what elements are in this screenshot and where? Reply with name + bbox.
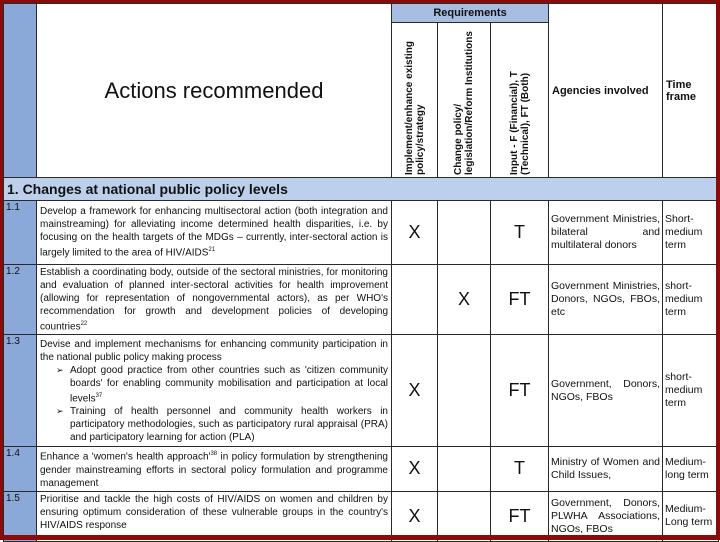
row-action: Devise and implement mechanisms for enhancing community participation in the national public policy making process ➢ Adopt good practice from other countries such as 'citizen community boards' for enabling community mobilisation and participation at local levels$^{37}$ ➢ Training of health personnel and community health workers in participatory methodologies, such as participatory rural appraisal (PRA) and participatory learning for action (PLA) — [37, 335, 392, 447]
row-agencies: Government Ministries, Donors, NGOs, FBOs, etc — [549, 265, 663, 335]
row-timeframe: Medium-Long term — [663, 491, 719, 541]
actions-table — [3, 3, 719, 542]
row-action: Develop a framework for enhancing multisectoral action (both integration and mainstreaming) for alleviating income determined health disparities, i.e. by focusing on the health targets of the MDGs – currently, inter-sectoral action is largely limited to the area of HIV/AIDS$^{21}$ — [37, 201, 392, 265]
table-row — [4, 335, 719, 447]
section-title: 1. Changes at national public policy levels — [4, 178, 719, 201]
row-agencies: Government, Donors, NGOs, FBOs — [549, 335, 663, 447]
border-bottom — [0, 535, 720, 540]
row-implement: X — [392, 201, 438, 265]
row-number: 1.1 — [4, 201, 37, 265]
row-input: T — [491, 201, 549, 265]
timeframe-header: Time frame — [663, 4, 719, 178]
row-input: FT — [491, 335, 549, 447]
row-input: T — [491, 447, 549, 491]
row-change — [438, 447, 491, 491]
row-number: 1.3 — [4, 335, 37, 447]
border-left — [0, 0, 3, 540]
row-action: Establish a coordinating body, outside of the sectoral ministries, for monitoring and evaluation of planned inter-sectoral activities for health improvement (allowing for representation of nongovernmental actors), as per WHO's recommendation for growth and development policies of developing countries$^{22}$ — [37, 265, 392, 335]
row-change — [438, 335, 491, 447]
requirements-header: Requirements — [392, 4, 549, 23]
req-input-header: Input - F (Financial), T (Technical), FT (Both) — [491, 23, 549, 178]
row-input: FT — [491, 265, 549, 335]
row-number: 1.5 — [4, 491, 37, 541]
row-action-bullets — [40, 364, 388, 444]
row-timeframe: short-medium term — [663, 335, 719, 447]
table-row — [4, 491, 719, 541]
row-implement: X — [392, 335, 438, 447]
row-action: Enhance a 'women's health $approach'^{38}$ in policy formulation by strengthening gender mainstreaming efforts in sectoral policy formulation and programme management — [37, 447, 392, 491]
bullet-item: ➢ Training of health personnel and community health workers in participatory methodologies, such as participatory rural appraisal (PRA) and participatory learning for action (PLA) — [70, 405, 388, 444]
actions-header: Actions recommended — [37, 4, 392, 178]
row-agencies: Ministry of Women and Child Issues, — [549, 447, 663, 491]
table-row — [4, 265, 719, 335]
row-change — [438, 491, 491, 541]
row-change: X — [438, 265, 491, 335]
row-agencies: Government, Donors, PLWHA Associations, NGOs, FBOs — [549, 491, 663, 541]
row-agencies: Government Ministries, bilateral and multilateral donors — [549, 201, 663, 265]
row-implement: X — [392, 447, 438, 491]
req-implement-header: Implement/enhance existing policy/strategy — [392, 23, 438, 178]
row-number: 1.2 — [4, 265, 37, 335]
border-right — [716, 0, 720, 540]
row-number: 1.4 — [4, 447, 37, 491]
table-row — [4, 447, 719, 491]
row-input: FT — [491, 491, 549, 541]
row-action: Prioritise and tackle the high costs of HIV/AIDS on women and children by ensuring optimum consideration of these vulnerable groups in the country's HIV/AIDS response — [37, 491, 392, 541]
header-number-cell — [4, 4, 37, 178]
row-timeframe: Medium-long term — [663, 447, 719, 491]
req-change-header: Change policy/ legislation/Reform Institutions — [438, 23, 491, 178]
bullet-item: ➢ Adopt good practice from other countries such as 'citizen community boards' for enabling community mobilisation and participation at local levels$^{37}$ — [70, 364, 388, 405]
row-implement — [392, 265, 438, 335]
row-timeframe: Short-medium term — [663, 201, 719, 265]
row-timeframe: short-medium term — [663, 265, 719, 335]
border-top — [0, 0, 720, 3]
table-row — [4, 201, 719, 265]
agencies-header: Agencies involved — [549, 4, 663, 178]
row-change — [438, 201, 491, 265]
row-implement: X — [392, 491, 438, 541]
